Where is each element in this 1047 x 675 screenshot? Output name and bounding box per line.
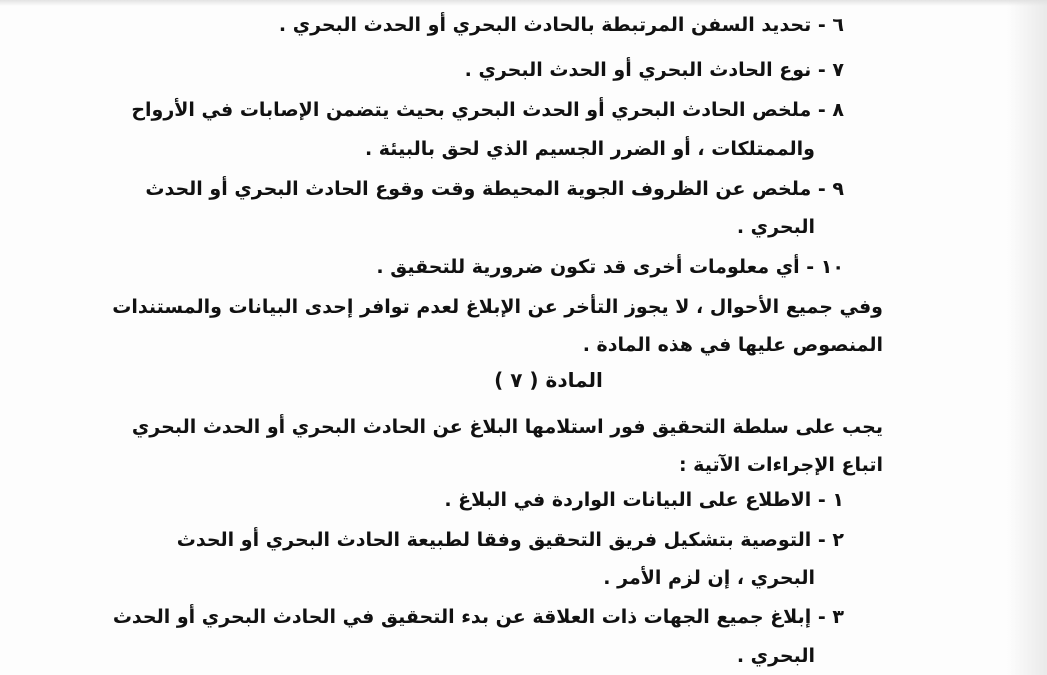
item-text: ملخص عن الظروف الجوية المحيطة وقت وقوع الحادث البحري أو الحدث	[145, 178, 812, 200]
article7-intro-line-2: اتباع الإجراءات الآتية :	[678, 454, 883, 476]
article6-item-8-continuation: والممتلكات ، أو الضرر الجسيم الذي لحق بالبيئة .	[364, 138, 815, 160]
item-separator: -	[806, 256, 815, 278]
article7-intro-line-1: يجب على سلطة التحقيق فور استلامها البلاغ عن الحادث البحري أو الحدث البحري	[131, 416, 883, 438]
item-separator: -	[817, 529, 826, 551]
article6-item-8	[131, 97, 844, 123]
item-text: تحديد السفن المرتبطة بالحادث البحري أو الحدث البحري .	[278, 14, 812, 36]
article6-item-9	[145, 176, 844, 202]
item-text: أي معلومات أخرى قد تكون ضرورية للتحقيق .	[376, 256, 800, 278]
article6-item-7	[465, 57, 844, 83]
item-number: ٩	[832, 178, 844, 200]
article7-item-3	[113, 604, 844, 630]
closing-paragraph-line-1: وفي جميع الأحوال ، لا يجوز التأخر عن الإبلاغ لعدم توافر إحدى البيانات والمستندات	[112, 296, 883, 318]
item-separator: -	[817, 606, 826, 628]
article6-item-6	[279, 12, 844, 38]
item-text: الاطلاع على البيانات الواردة في البلاغ .	[444, 489, 812, 511]
item-separator: -	[817, 489, 826, 511]
item-number: ١	[832, 489, 844, 511]
article7-item-2-continuation: البحري ، إن لزم الأمر .	[603, 567, 815, 589]
page-edge-shadow	[1007, 0, 1047, 675]
item-number: ٨	[832, 99, 844, 121]
item-separator: -	[817, 178, 826, 200]
item-number: ١٠	[820, 256, 844, 278]
item-number: ٣	[832, 606, 844, 628]
article7-item-1	[444, 487, 844, 513]
article6-item-9-continuation: البحري .	[736, 216, 815, 238]
item-text: إبلاغ جميع الجهات ذات العلاقة عن بدء التحقيق في الحادث البحري أو الحدث	[112, 606, 812, 628]
item-text: التوصية بتشكيل فريق التحقيق وفقا لطبيعة الحادث البحري أو الحدث	[176, 529, 812, 551]
article7-item-3-continuation: البحري .	[736, 645, 815, 667]
item-number: ٦	[832, 14, 844, 36]
item-text: نوع الحادث البحري أو الحدث البحري .	[464, 59, 812, 81]
closing-paragraph-line-2: المنصوص عليها في هذه المادة .	[582, 334, 883, 356]
item-separator: -	[817, 99, 826, 121]
article7-item-2	[177, 527, 844, 553]
item-number: ٧	[832, 59, 844, 81]
item-number: ٢	[832, 529, 844, 551]
item-separator: -	[817, 59, 826, 81]
article6-item-10	[376, 254, 844, 280]
item-text: ملخص الحادث البحري أو الحدث البحري بحيث يتضمن الإصابات في الأرواح	[131, 99, 812, 121]
item-separator: -	[817, 14, 826, 36]
page-top-shadow	[0, 0, 1047, 6]
article-7-title: المادة ( ٧ )	[494, 368, 603, 392]
